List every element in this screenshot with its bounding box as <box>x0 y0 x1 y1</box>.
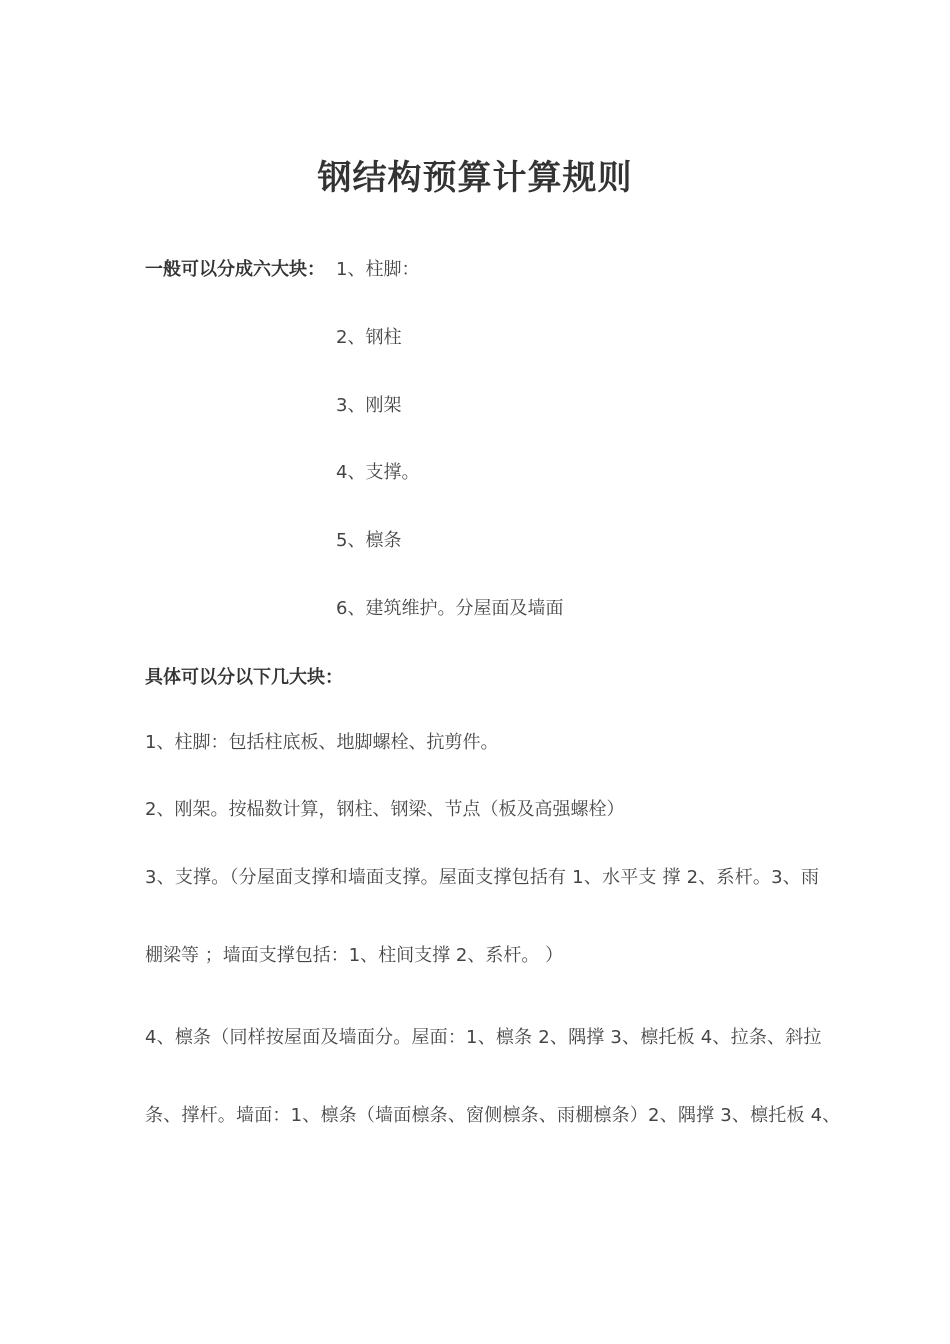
specific-line-5: 4、檩条（同样按屋面及墙面分。屋面：1、檩条 2、隅撑 3、檩托板 4、拉条、斜拉 <box>145 1027 822 1048</box>
general-item-5: 5、檩条 <box>336 530 402 551</box>
specific-line-6: 条、撑杆。墙面：1、檩条（墙面檩条、窗侧檩条、雨棚檩条）2、隅撑 3、檩托板 4、 <box>145 1105 841 1126</box>
general-heading: 一般可以分成六大块： <box>145 259 325 280</box>
specific-heading: 具体可以分以下几大块： <box>145 667 343 688</box>
specific-line-4: 棚梁等 ；墙面支撑包括：1、柱间支撑 2、系杆。 ） <box>145 945 564 966</box>
specific-line-3: 3、支撑。（分屋面支撑和墙面支撑。屋面支撑包括有 1、水平支 撑 2、系杆。3、雨 <box>145 867 820 888</box>
specific-line-2: 2、刚架。按榀数计算，钢柱、钢梁、节点（板及高强螺栓） <box>145 799 625 820</box>
document-title: 钢结构预算计算规则 <box>317 158 633 198</box>
general-item-3: 3、刚架 <box>336 395 402 416</box>
general-item-2: 2、钢柱 <box>336 327 402 348</box>
general-item-1: 1、柱脚： <box>336 259 420 280</box>
general-item-4: 4、支撑。 <box>336 462 420 483</box>
specific-line-1: 1、柱脚：包括柱底板、地脚螺栓、抗剪件。 <box>145 732 499 753</box>
general-item-6: 6、建筑维护。分屋面及墙面 <box>336 598 564 619</box>
